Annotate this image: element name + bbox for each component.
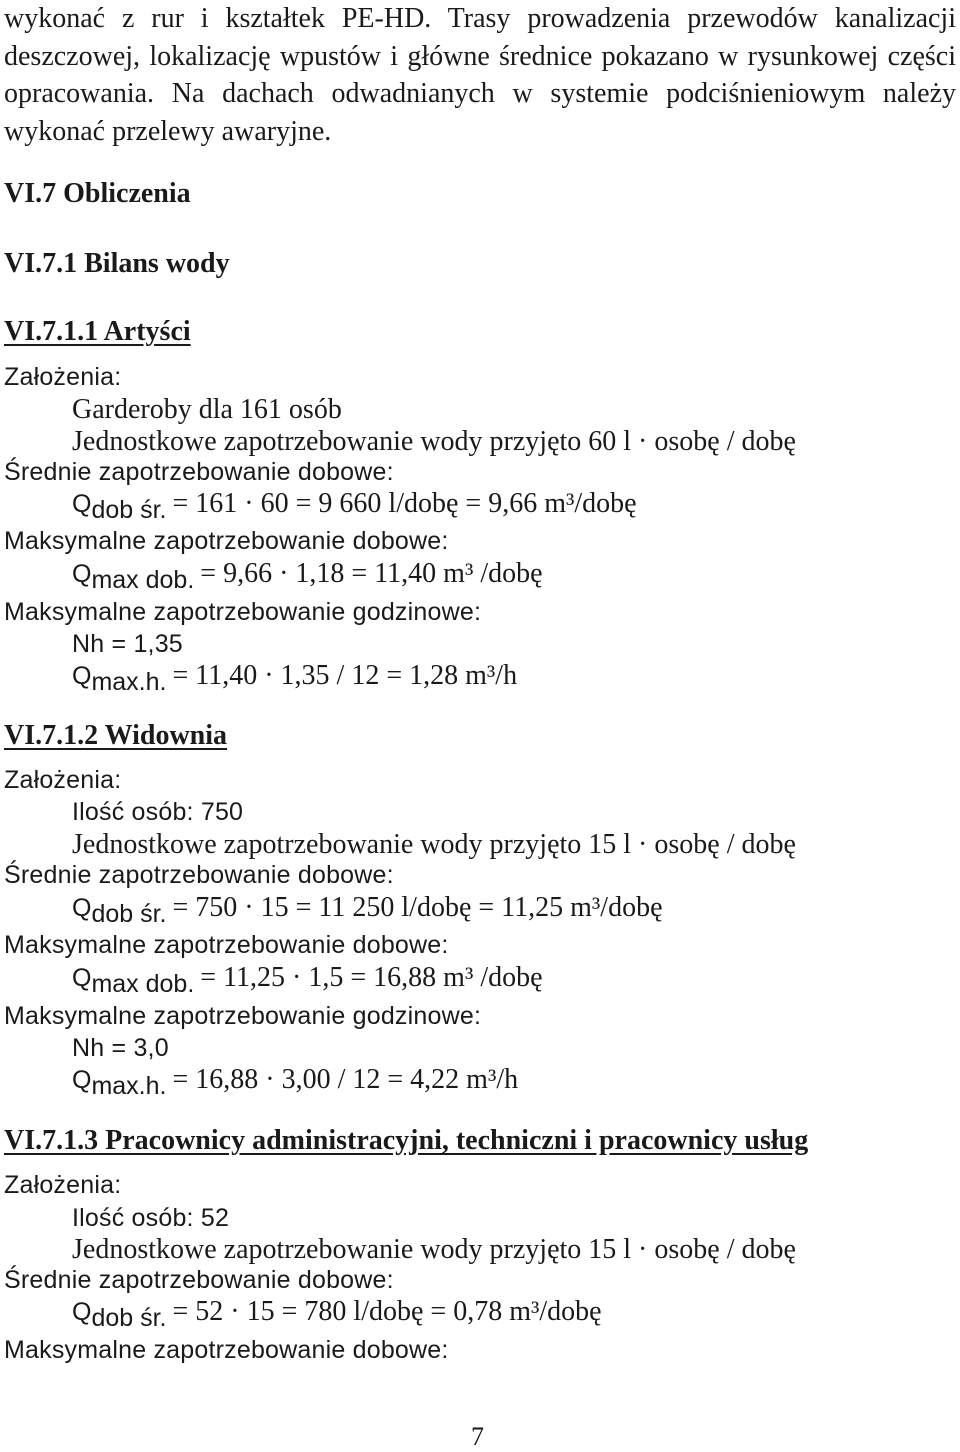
formula-subscript: dob śr. — [91, 900, 167, 928]
assumptions-label: Założenia: — [4, 363, 122, 391]
assumptions-label: Założenia: — [4, 1171, 122, 1199]
subsubsection-heading: VI.7.1.2 Widownia — [4, 720, 228, 751]
formula-symbol: Q — [72, 490, 92, 518]
formula-subscript: max dob. — [91, 970, 195, 998]
subsubsection-heading: VI.7.1.1 Artyści — [4, 316, 191, 347]
max-daily-demand-label: Maksymalne zapotrzebowanie dobowe: — [4, 1336, 449, 1364]
formula-symbol: Q — [72, 964, 92, 992]
formula-q-max-h — [72, 1064, 519, 1100]
average-demand-label: Średnie zapotrzebowanie dobowe: — [4, 458, 394, 486]
section-heading: VI.7 Obliczenia — [4, 178, 191, 209]
formula-q-dob — [72, 1296, 602, 1332]
assumption-text: Jednostkowe zapotrzebowanie wody przyjęto 15 l · osobę / dobę — [72, 829, 796, 860]
formula-q-max-dob — [72, 962, 543, 998]
formula-symbol: Q — [72, 894, 92, 922]
assumption-text: Garderoby dla 161 osób — [72, 394, 342, 425]
formula-q-dob — [72, 892, 663, 928]
formula-expression: = 161 · 60 = 9 660 l/dobę = 9,66 m³/dobę — [172, 488, 637, 519]
nh-value: Nh = 1,35 — [72, 630, 183, 658]
formula-q-max-dob — [72, 558, 543, 594]
formula-symbol: Q — [72, 1066, 92, 1094]
formula-expression: = 16,88 · 3,00 / 12 = 4,22 m³/h — [172, 1064, 519, 1095]
formula-expression: = 11,40 · 1,35 / 12 = 1,28 m³/h — [172, 660, 518, 691]
max-daily-demand-label: Maksymalne zapotrzebowanie dobowe: — [4, 527, 449, 555]
formula-subscript: dob śr. — [91, 1304, 167, 1332]
page-number: 7 — [471, 1422, 484, 1451]
formula-subscript: dob śr. — [91, 496, 167, 524]
assumption-text: Jednostkowe zapotrzebowanie wody przyjęto 15 l · osobę / dobę — [72, 1234, 796, 1265]
formula-expression: = 52 · 15 = 780 l/dobę = 0,78 m³/dobę — [172, 1296, 602, 1327]
max-daily-demand-label: Maksymalne zapotrzebowanie dobowe: — [4, 931, 449, 959]
intro-paragraph — [4, 0, 956, 150]
average-demand-label: Średnie zapotrzebowanie dobowe: — [4, 1266, 394, 1294]
formula-expression: = 9,66 · 1,18 = 11,40 m³ /dobę — [200, 558, 543, 589]
formula-subscript: max.h. — [91, 1072, 167, 1100]
intro-line: opracowania. Na dachach odwadnianych w systemie podciśnieniowym należy — [4, 78, 956, 109]
intro-line: deszczowej, lokalizację wpustów i główne średnice pokazano w rysunkowej części — [4, 40, 956, 72]
intro-line: wykonać przelewy awaryjne. — [4, 115, 332, 147]
max-hourly-demand-label: Maksymalne zapotrzebowanie godzinowe: — [4, 598, 482, 626]
formula-q-dob — [72, 488, 637, 524]
nh-value: Nh = 3,0 — [72, 1034, 169, 1062]
subsection-heading: VI.7.1 Bilans wody — [4, 248, 230, 279]
max-hourly-demand-label: Maksymalne zapotrzebowanie godzinowe: — [4, 1002, 482, 1030]
formula-expression: = 11,25 · 1,5 = 16,88 m³ /dobę — [200, 962, 543, 993]
intro-line: wykonać z rur i kształtek PE-HD. Trasy prowadzenia przewodów kanalizacji — [4, 3, 956, 34]
assumption-text: Ilość osób: 52 — [72, 1204, 230, 1232]
assumptions-label: Założenia: — [4, 766, 122, 794]
assumption-text: Jednostkowe zapotrzebowanie wody przyjęto 60 l · osobę / dobę — [72, 426, 796, 457]
formula-q-max-h — [72, 660, 518, 696]
formula-symbol: Q — [72, 662, 92, 690]
formula-symbol: Q — [72, 560, 92, 588]
assumption-text: Ilość osób: 750 — [72, 798, 244, 826]
subsubsection-heading: VI.7.1.3 Pracownicy administracyjni, techniczni i pracownicy usług — [4, 1125, 809, 1156]
formula-subscript: max dob. — [91, 566, 195, 594]
formula-subscript: max.h. — [91, 668, 167, 696]
formula-expression: = 750 · 15 = 11 250 l/dobę = 11,25 m³/dobę — [172, 892, 663, 923]
average-demand-label: Średnie zapotrzebowanie dobowe: — [4, 861, 394, 889]
formula-symbol: Q — [72, 1298, 92, 1326]
